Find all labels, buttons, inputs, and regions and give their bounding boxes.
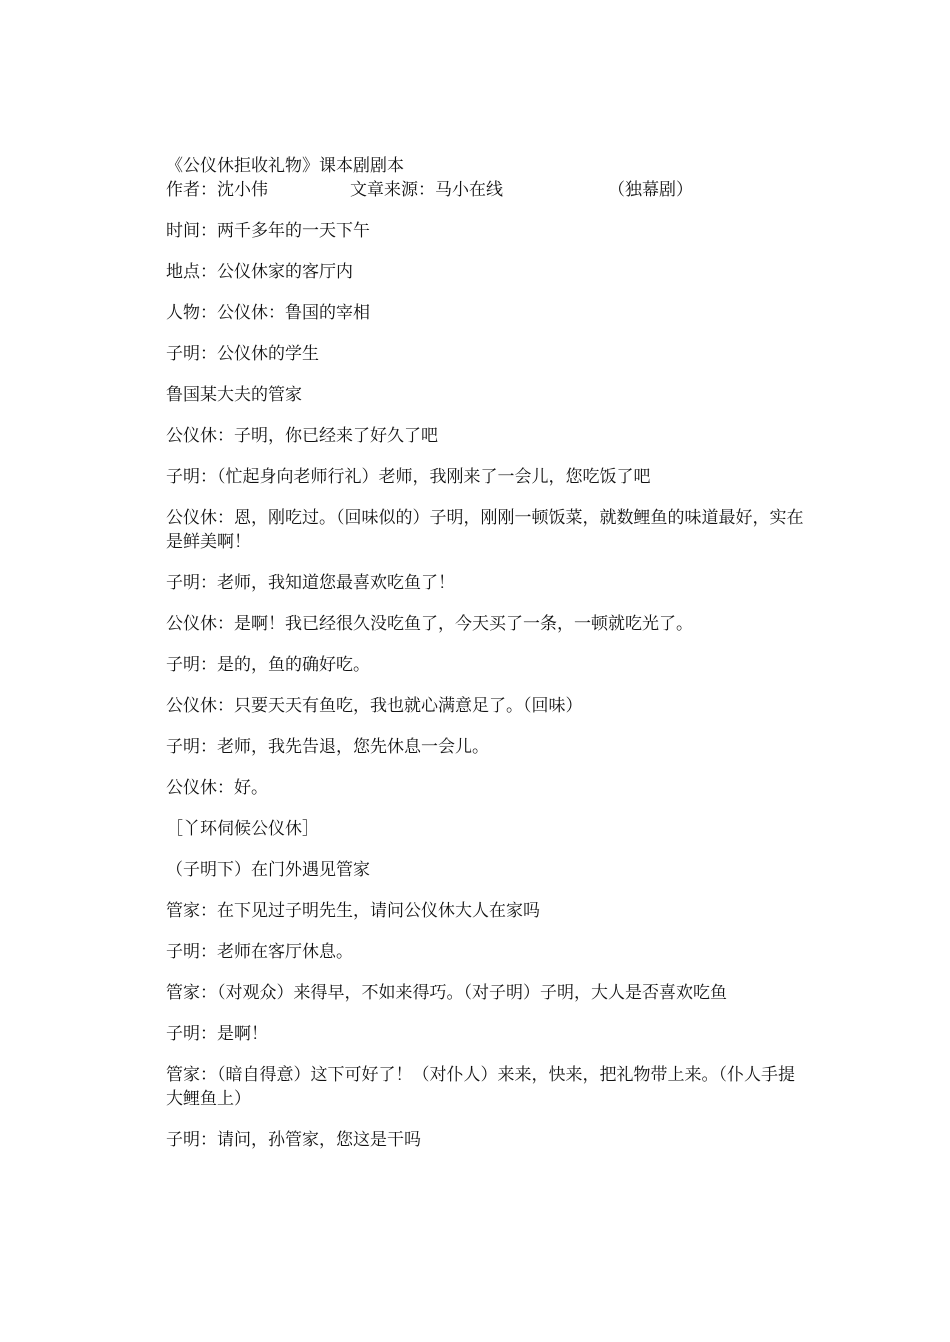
script-line: 子明：公仪休的学生 xyxy=(166,344,319,364)
script-line: 管家：在下见过子明先生，请问公仪休大人在家吗 xyxy=(166,901,540,921)
genre-label: （独幕剧） xyxy=(608,180,693,200)
script-line: 子明：老师在客厅休息。 xyxy=(166,942,353,962)
script-line: 子明：（忙起身向老师行礼）老师，我刚来了一会儿，您吃饭了吧 xyxy=(166,467,651,487)
document-meta xyxy=(166,178,806,202)
source-line: 文章来源：马小在线 xyxy=(350,180,503,200)
script-line: 时间：两千多年的一天下午 xyxy=(166,221,370,241)
script-line: 子明：请问，孙管家，您这是干吗 xyxy=(166,1130,421,1150)
script-line: 公仪休：是啊！我已经很久没吃鱼了，今天买了一条，一顿就吃光了。 xyxy=(166,614,693,634)
script-line: 子明：老师，我知道您最喜欢吃鱼了！ xyxy=(166,573,455,593)
script-line: 公仪休：子明，你已经来了好久了吧 xyxy=(166,426,438,446)
script-line: 子明：老师，我先告退，您先休息一会儿。 xyxy=(166,737,489,757)
script-line: （子明下）在门外遇见管家 xyxy=(166,860,370,880)
script-content xyxy=(166,154,806,1152)
script-line: 人物：公仪休：鲁国的宰相 xyxy=(166,303,370,323)
script-line: 子明：是的，鱼的确好吃。 xyxy=(166,655,370,675)
script-line: 鲁国某大夫的管家 xyxy=(166,385,302,405)
script-line: 公仪休：恩，刚吃过。（回味似的）子明，刚刚一顿饭菜，就数鲤鱼的味道最好，实在是鲜美啊！ xyxy=(166,508,804,552)
author-line: 作者：沈小伟 xyxy=(166,180,268,200)
script-line: 管家：（对观众）来得早，不如来得巧。（对子明）子明，大人是否喜欢吃鱼 xyxy=(166,983,727,1003)
script-line: 公仪休：只要天天有鱼吃，我也就心满意足了。（回味） xyxy=(166,696,583,716)
script-line: 子明：是啊！ xyxy=(166,1024,268,1044)
document-title: 《公仪休拒收礼物》课本剧剧本 xyxy=(166,156,404,176)
script-line: 管家：（暗自得意）这下可好了！（对仆人）来来，快来，把礼物带上来。（仆人手提大鲤鱼上） xyxy=(166,1065,795,1109)
script-line: ［丫环伺候公仪休］ xyxy=(166,819,319,839)
script-line: 地点：公仪休家的客厅内 xyxy=(166,262,353,282)
script-line: 公仪休：好。 xyxy=(166,778,268,798)
